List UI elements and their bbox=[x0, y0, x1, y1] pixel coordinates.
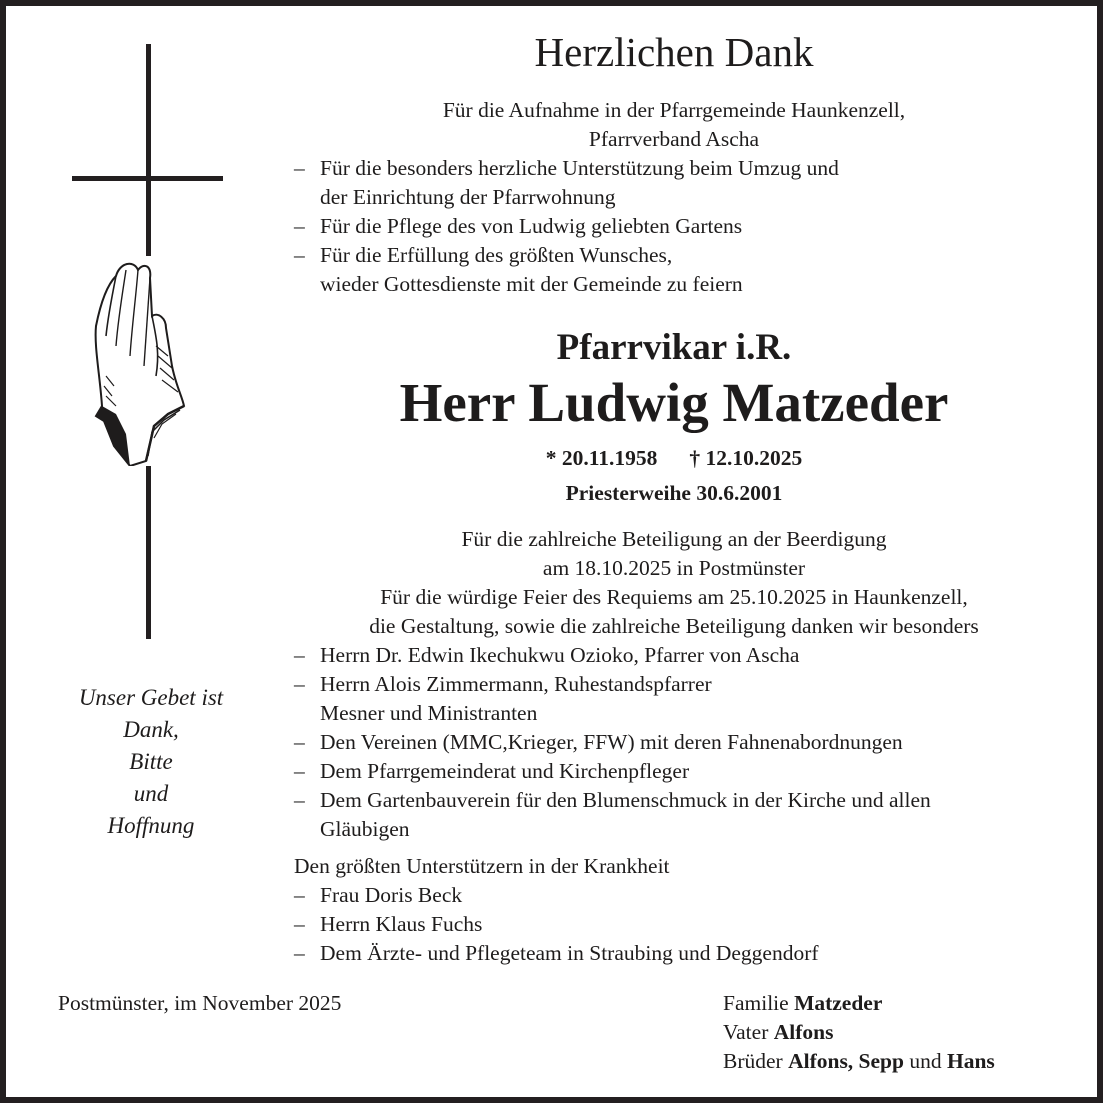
family-name: Matzeder bbox=[794, 991, 883, 1015]
list-item-text: Frau Doris Beck bbox=[320, 883, 463, 907]
family-prefix: Vater bbox=[723, 1020, 774, 1044]
list-item bbox=[294, 881, 819, 910]
list-item bbox=[294, 786, 931, 815]
intro-line: Pfarrverband Ascha bbox=[588, 127, 760, 151]
dash-bullet: – bbox=[294, 243, 305, 267]
motto-line: Hoffnung bbox=[107, 813, 195, 838]
thanks-intro bbox=[289, 96, 1059, 154]
family-prefix: Brüder bbox=[723, 1049, 789, 1073]
list-item-text: Herrn Alois Zimmermann, Ruhestandspfarrer bbox=[320, 672, 712, 696]
list-item-text: Herrn Klaus Fuchs bbox=[320, 912, 483, 936]
list-item bbox=[294, 939, 819, 968]
thanks-funeral-list bbox=[294, 641, 931, 844]
family-line bbox=[723, 1018, 995, 1047]
list-item-text: Herrn Dr. Edwin Ikechukwu Ozioko, Pfarrer von Ascha bbox=[320, 643, 800, 667]
ordination-date: Priesterweihe 30.6.2001 bbox=[565, 481, 783, 505]
motto-line: Unser Gebet ist bbox=[78, 685, 224, 710]
list-item bbox=[294, 670, 931, 699]
list-item-text: Dem Gartenbauverein für den Blumenschmuck in der Kirche und allen bbox=[320, 788, 931, 812]
dash-bullet: – bbox=[294, 672, 305, 696]
death-date: † 12.10.2025 bbox=[689, 446, 803, 470]
list-item-text: Für die Erfüllung des größten Wunsches, bbox=[320, 243, 673, 267]
dash-bullet: – bbox=[294, 941, 305, 965]
list-item-continuation: Mesner und Ministranten bbox=[320, 701, 538, 725]
praying-hands-icon bbox=[86, 256, 206, 466]
list-item bbox=[294, 910, 819, 939]
family-name: Alfons bbox=[773, 1020, 834, 1044]
page-title: Herzlichen Dank bbox=[534, 29, 814, 75]
dash-bullet: – bbox=[294, 730, 305, 754]
thanks-illness bbox=[294, 852, 819, 968]
illness-heading: Den größten Unterstützern in der Krankheit bbox=[294, 854, 670, 878]
list-item-text: Für die besonders herzliche Unterstützung beim Umzug und bbox=[320, 156, 839, 180]
dash-bullet: – bbox=[294, 759, 305, 783]
funeral-line: am 18.10.2025 in Postmünster bbox=[542, 556, 806, 580]
birth-date: * 20.11.1958 bbox=[545, 446, 658, 470]
cross-crossbar bbox=[72, 176, 223, 181]
funeral-line: die Gestaltung, sowie die zahlreiche Beteiligung danken wir besonders bbox=[369, 614, 979, 638]
family-line bbox=[723, 1047, 995, 1076]
list-item-text: Den Vereinen (MMC,Krieger, FFW) mit deren Fahnenabordnungen bbox=[320, 730, 903, 754]
funeral-line: Für die würdige Feier des Requiems am 25.10.2025 in Haunkenzell, bbox=[380, 585, 968, 609]
list-item-text: Dem Ärzte- und Pflegeteam in Straubing und Deggendorf bbox=[320, 941, 819, 965]
intro-line: Für die Aufnahme in der Pfarrgemeinde Haunkenzell, bbox=[442, 98, 906, 122]
list-item bbox=[294, 241, 839, 270]
family-name: Hans bbox=[946, 1049, 995, 1073]
thanks-funeral bbox=[289, 525, 1059, 641]
list-item bbox=[294, 757, 931, 786]
list-item-text: Dem Pfarrgemeinderat und Kirchenpfleger bbox=[320, 759, 690, 783]
deceased-name: Herr Ludwig Matzeder bbox=[399, 372, 949, 433]
dash-bullet: – bbox=[294, 883, 305, 907]
list-item bbox=[294, 212, 839, 241]
family-prefix: Familie bbox=[723, 991, 795, 1015]
family-signature bbox=[723, 989, 995, 1076]
list-item-continuation: wieder Gottesdienste mit der Gemeinde zu feiern bbox=[320, 272, 743, 296]
family-connector: und bbox=[903, 1049, 947, 1073]
dash-bullet: – bbox=[294, 788, 305, 812]
list-item-continuation: Gläubigen bbox=[320, 817, 410, 841]
list-item bbox=[294, 154, 839, 183]
funeral-line: Für die zahlreiche Beteiligung an der Beerdigung bbox=[461, 527, 887, 551]
list-item bbox=[294, 728, 931, 757]
place-date: Postmünster, im November 2025 bbox=[58, 991, 342, 1015]
motto-line: Dank, bbox=[123, 717, 179, 742]
thanks-intro-list bbox=[294, 154, 839, 299]
family-name: Alfons, Sepp bbox=[788, 1049, 904, 1073]
dash-bullet: – bbox=[294, 214, 305, 238]
list-item bbox=[294, 641, 931, 670]
motto-line: und bbox=[133, 781, 169, 806]
life-dates bbox=[289, 443, 1059, 473]
dash-bullet: – bbox=[294, 156, 305, 180]
family-line bbox=[723, 989, 995, 1018]
dash-bullet: – bbox=[294, 912, 305, 936]
motto-line: Bitte bbox=[129, 749, 173, 774]
motto bbox=[46, 682, 256, 842]
dash-bullet: – bbox=[294, 643, 305, 667]
list-item-text: Für die Pflege des von Ludwig geliebten Gartens bbox=[320, 214, 743, 238]
deceased-title: Pfarrvikar i.R. bbox=[556, 327, 792, 368]
list-item-continuation: der Einrichtung der Pfarrwohnung bbox=[320, 185, 616, 209]
